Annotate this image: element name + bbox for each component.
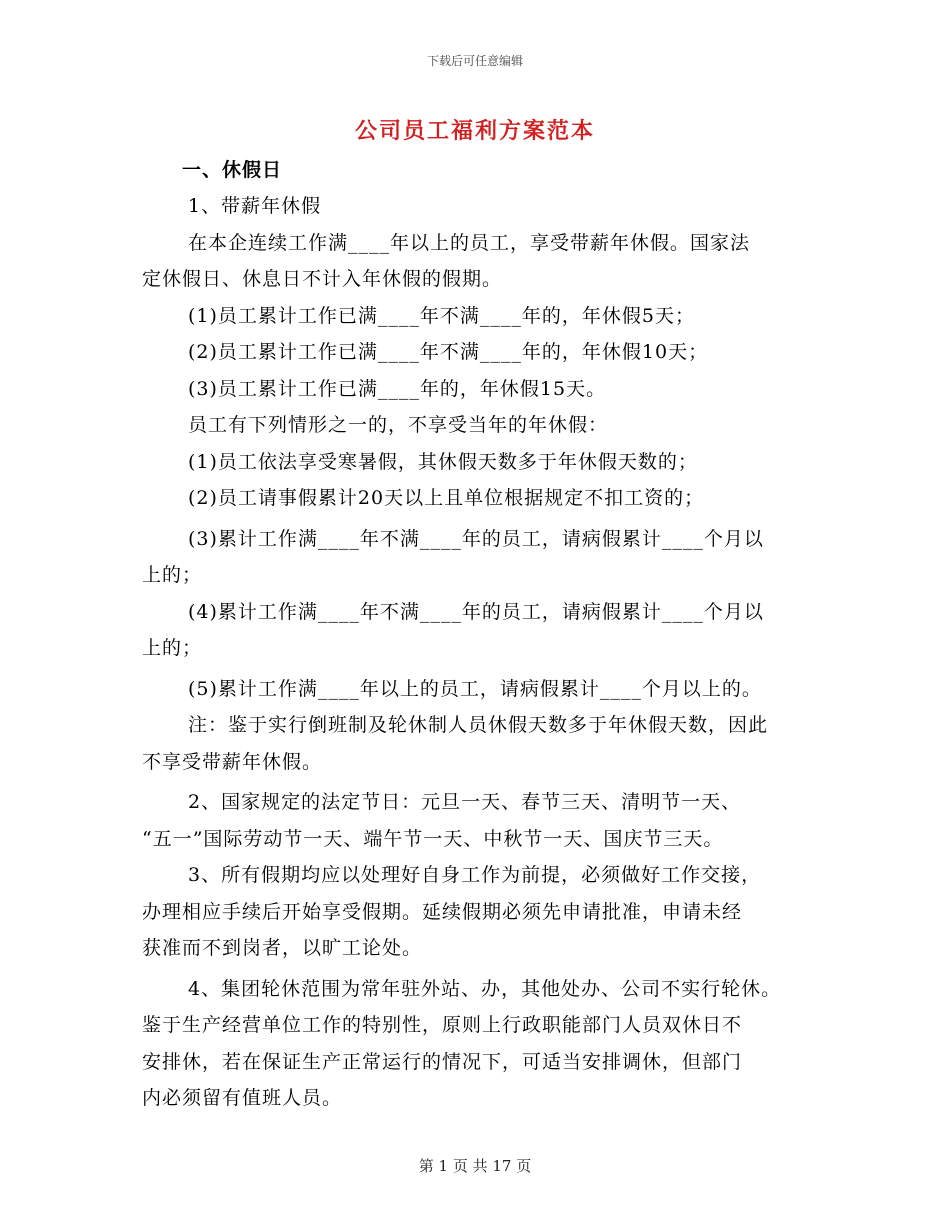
paragraph-line: “五一”国际劳动节一天、端午节一天、中秋节一天、国庆节三天。	[142, 828, 724, 850]
paragraph-line: 4、集团轮休范围为常年驻外站、办，其他处办、公司不实行轮休。	[188, 978, 782, 1000]
list-item: (2)员工请事假累计20天以上且单位根据规定不扣工资的；	[188, 487, 705, 509]
list-item: (1)员工依法享受寒暑假，其休假天数多于年休假天数的；	[188, 451, 698, 473]
note-line: 注：鉴于实行倒班制及轮休制人员休假天数多于年休假天数，因此	[188, 714, 769, 736]
list-item: (1)员工累计工作已满____年不满____年的，年休假5天；	[188, 305, 696, 327]
paragraph-line: 2、国家规定的法定节日：元旦一天、春节三天、清明节一天、	[188, 791, 742, 813]
paragraph-line: 内必须留有值班人员。	[142, 1087, 343, 1109]
paragraph-line: 获准而不到岗者，以旷工论处。	[142, 937, 423, 959]
list-item-continuation: 上的；	[142, 637, 203, 659]
page-footer: 第 1 页 共 17 页	[418, 1157, 532, 1175]
list-item: (3)员工累计工作已满____年的，年休假15天。	[188, 378, 607, 400]
paragraph-line: 员工有下列情形之一的，不享受当年的年休假：	[188, 414, 609, 436]
document-title: 公司员工福利方案范本	[354, 118, 595, 144]
note-line: 不享受带薪年休假。	[142, 751, 323, 773]
subheading: 1、带薪年休假	[188, 195, 322, 217]
list-item: (2)员工累计工作已满____年不满____年的，年休假10天；	[188, 341, 709, 363]
paragraph-line: 鉴于生产经营单位工作的特别性，原则上行政职能部门人员双休日不	[142, 1014, 743, 1036]
list-item: (5)累计工作满____年以上的员工，请病假累计____个月以上的。	[188, 678, 762, 700]
list-item: (4)累计工作满____年不满____年的员工，请病假累计____个月以	[188, 601, 764, 623]
paragraph-line: 3、所有假期均应以处理好自身工作为前提，必须做好工作交接，	[188, 864, 762, 886]
list-item-continuation: 上的；	[142, 564, 203, 586]
paragraph-line: 定休假日、休息日不计入年休假的假期。	[142, 268, 503, 290]
section-heading: 一、休假日	[182, 159, 283, 181]
paragraph-line: 安排休，若在保证生产正常运行的情况下，可适当安排调休，但部门	[142, 1051, 743, 1073]
paragraph-line: 办理相应手续后开始享受假期。延续假期必须先申请批准，申请未经	[142, 901, 743, 923]
paragraph-line: 在本企连续工作满____年以上的员工，享受带薪年休假。国家法	[188, 232, 751, 254]
list-item: (3)累计工作满____年不满____年的员工，请病假累计____个月以	[188, 528, 764, 550]
header-note: 下载后可任意编辑	[426, 54, 523, 68]
